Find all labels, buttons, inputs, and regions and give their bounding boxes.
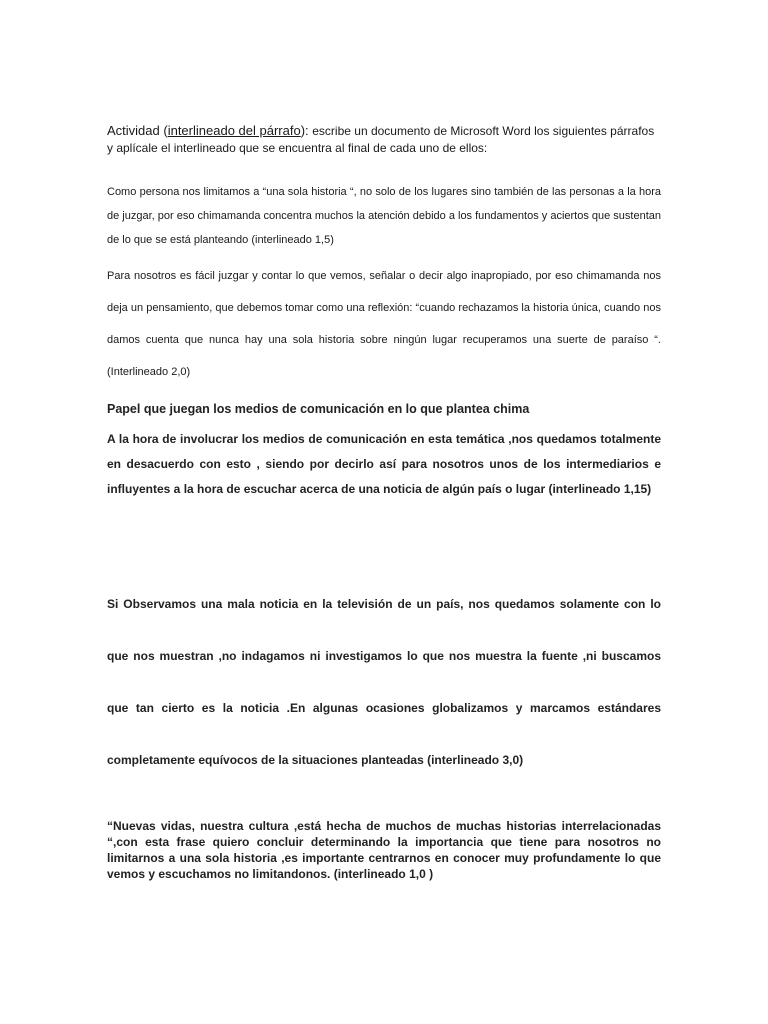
paragraph-spacing-1-15: A la hora de involucrar los medios de comunicación en esta temática ,nos quedamos totalmente en desacuerdo con esto , siendo por decirlo así para nosotros unos de los intermediarios e influyentes a la hora de escuchar acerca de una noticia de algún país o lugar (interlineado 1,15) <box>107 432 661 496</box>
activity-label <box>107 123 312 138</box>
activity-instruction-text: escribe un documento de Microsoft Word los siguientes párrafos y aplícale el interlineado que se encuentra al final de cada uno de ellos: <box>107 124 655 155</box>
paragraph-spacing-1-0: “Nuevas vidas, nuestra cultura ,está hecha de muchos de muchas historias interrelacionadas “,con esta frase quiero concluir determinando la importancia que tiene para nosotros no limitarnos a una sola historia ,es importante centrarnos en conocer muy profundamente lo que vemos y escuchamos no limitandonos. (interlineado 1,0 ) <box>107 819 661 881</box>
paragraph-spacing-2-0: Para nosotros es fácil juzgar y contar lo que vemos, señalar o decir algo inapropiado, por eso chimamanda nos deja un pensamiento, que debemos tomar como una reflexión: “cuando rechazamos la historia única, cuando nos damos cuenta que nunca hay una sola historia sobre ningún lugar recuperamos una suerte de paraíso “. (Interlineado 2,0) <box>107 270 661 378</box>
activity-topic-underlined: interlineado del párrafo <box>167 123 301 138</box>
activity-lead-text: Actividad ( <box>107 123 168 138</box>
activity-lead-close: ): <box>300 123 313 138</box>
paragraph-spacing-3-0: Si Observamos una mala noticia en la televisión de un país, nos quedamos solamente con lo que nos muestran ,no indagamos ni investigamos lo que nos muestra la fuente ,ni buscamos que tan cierto es la noticia .En algunas ocasiones globalizamos y marcamos estándares completamente equívocos de la situaciones planteadas (interlineado 3,0) <box>107 597 661 767</box>
paragraph-spacing-1-5: Como persona nos limitamos a “una sola historia “, no solo de los lugares sino también de las personas a la hora de juzgar, por eso chimamanda concentra muchos la atención debido a los fundamentos y aciertos que sustentan de lo que se está planteando (interlineado 1,5) <box>107 186 662 246</box>
section-heading: Papel que juegan los medios de comunicación en lo que plantea chima <box>107 402 530 416</box>
activity-instructions <box>107 122 661 157</box>
